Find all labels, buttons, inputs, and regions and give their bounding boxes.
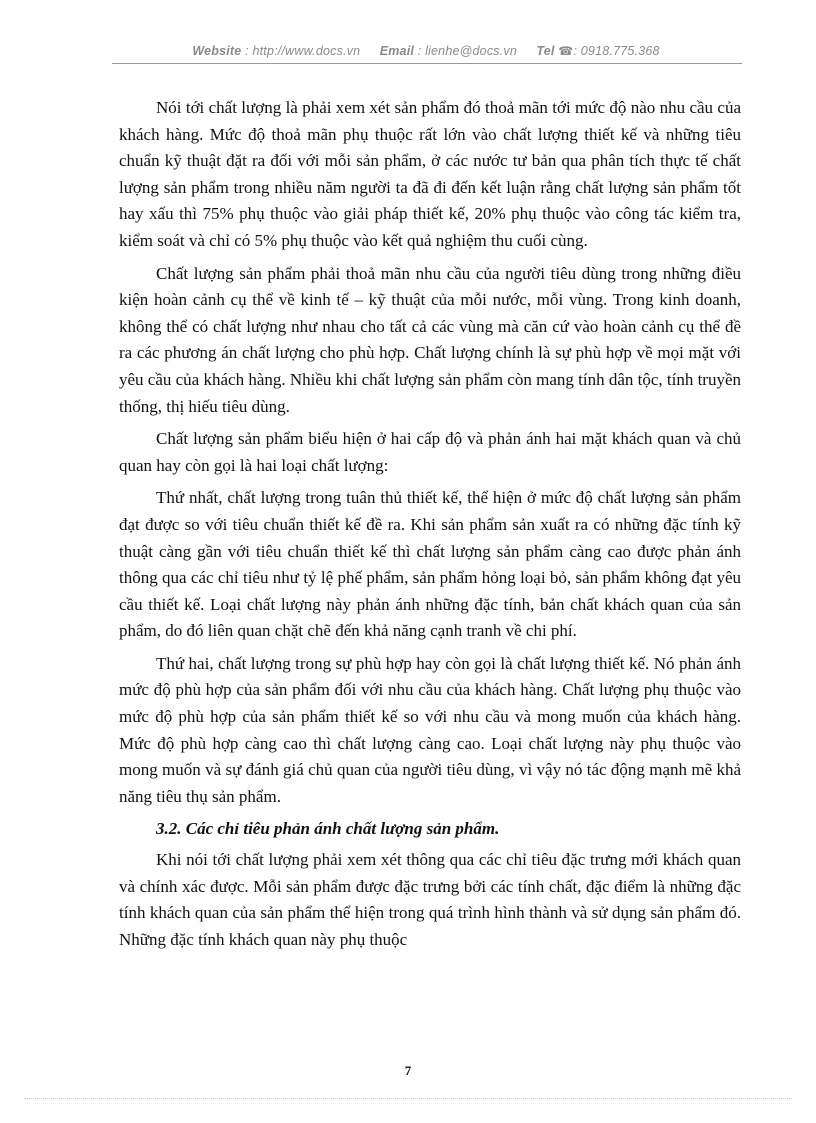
phone-icon: ☎ — [558, 44, 574, 58]
paragraph: Khi nói tới chất lượng phải xem xét thông qua các chỉ tiêu đặc trưng mới khách quan và chính xác được. Mỗi sản phẩm được đặc trưng bởi các tính chất, đặc điểm là những đặc tính khách quan của sản phẩm thể hiện trong quá trình hình thành và sử dụng sản phẩm đó. Những đặc tính khách quan này phụ thuộc — [119, 850, 741, 949]
paragraph: Thứ nhất, chất lượng trong tuân thủ thiết kế, thể hiện ở mức độ chất lượng sản phẩm đạt được so với tiêu chuẩn thiết kế đề ra. Khi sản phẩm sản xuất ra có những đặc tính kỹ thuật càng gần với tiêu chuẩn thiết kế thì chất lượng sản phẩm càng cao được phản ánh thông qua các chỉ tiêu như tỷ lệ phế phẩm, sản phẩm hỏng loại bỏ, sản phẩm không đạt yêu cầu thiết kế. Loại chất lượng này phản ánh những đặc tính, bản chất khách quan của sản phẩm, do đó liên quan chặt chẽ đến khả năng cạnh tranh về chi phí. — [119, 488, 741, 641]
paragraph: Chất lượng sản phẩm biểu hiện ở hai cấp độ và phản ánh hai mặt khách quan và chủ quan hay còn gọi là hai loại chất lượng: — [119, 429, 741, 475]
tel-label: Tel — [536, 44, 555, 58]
paragraph: Chất lượng sản phẩm phải thoả mãn nhu cầu của người tiêu dùng trong những điều kiện hoàn cảnh cụ thể về kinh tế – kỹ thuật của mỗi nước, mỗi vùng. Trong kinh doanh, không thể có chất lượng như nhau cho tất cả các vùng mà căn cứ vào hoàn cảnh cụ thể đề ra các phương án chất lượng cho phù hợp. Chất lượng chính là sự phù hợp về mọi mặt với yêu cầu của khách hàng. Nhiều khi chất lượng sản phẩm còn mang tính dân tộc, tính truyền thống, thị hiếu tiêu dùng. — [119, 263, 742, 416]
email-value: : lienhe@docs.vn — [417, 44, 518, 58]
website-label: Website — [192, 44, 242, 58]
tel-value: : 0918.775.368 — [573, 44, 660, 58]
page-number: 7 — [404, 1063, 412, 1078]
website-value: : http://www.docs.vn — [245, 44, 361, 58]
paragraph: Nói tới chất lượng là phải xem xét sản phẩm đó thoả mãn tới mức độ nào nhu cầu của khách hàng. Mức độ thoả mãn phụ thuộc rất lớn vào chất lượng thiết kế và những tiêu chuẩn kỹ thuật đặt ra đối với mỗi sản phẩm, ở các nước tư bản qua phân tích thực tế chất lượng sản phẩm trong nhiều năm người ta đã đi đến kết luận rằng chất lượng sản phẩm tốt hay xấu thì 75% phụ thuộc vào giải pháp thiết kế, 20% phụ thuộc vào công tác kiểm tra, kiểm soát và chỉ có 5% phụ thuộc vào kết quả nghiệm thu cuối cùng. — [119, 98, 741, 250]
document-body — [119, 95, 741, 959]
header-rule — [112, 63, 742, 64]
section-heading: 3.2. Các chỉ tiêu phản ánh chất lượng sản phẩm. — [156, 819, 500, 839]
page-header — [112, 44, 740, 58]
email-label: Email — [379, 44, 415, 58]
paragraph: Thứ hai, chất lượng trong sự phù hợp hay còn gọi là chất lượng thiết kế. Nó phản ánh mức độ phù hợp của sản phẩm đối với nhu cầu của khách hàng. Chất lượng phụ thuộc vào mức độ phù hợp của sản phẩm thiết kế so với nhu cầu và mong muốn của khách hàng. Mức độ phù hợp càng cao thì chất lượng càng cao. Loại chất lượng này phụ thuộc vào mong muốn và sự đánh giá chủ quan của người tiêu dùng, vì vậy nó tác động mạnh mẽ khả năng tiêu thụ sản phẩm. — [119, 653, 741, 806]
footer-rule — [24, 1098, 792, 1099]
